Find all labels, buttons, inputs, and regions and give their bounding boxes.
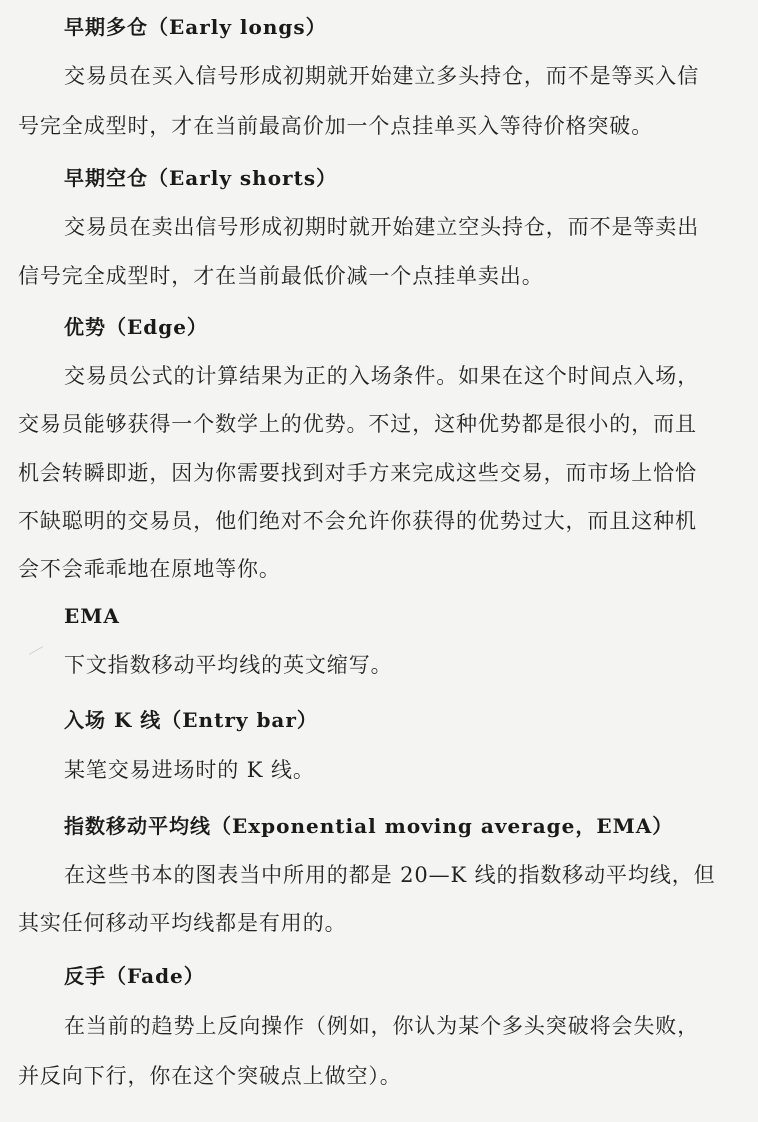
glossary-definition-line: 交易员在卖出信号形成初期时就开始建立空头持仓，而不是等卖出: [64, 215, 700, 239]
glossary-definition-line: 信号完全成型时，才在当前最低价减一个点挂单卖出。: [18, 264, 544, 288]
glossary-term-exponential-moving-average: 指数移动平均线（Exponential moving average，EMA）: [64, 814, 674, 838]
glossary-term-early-longs: 早期多仓（Early longs）: [64, 15, 327, 39]
glossary-term-fade: 反手（Fade）: [64, 964, 205, 988]
glossary-definition-line: 交易员能够获得一个数学上的优势。不过，这种优势都是很小的，而且: [18, 412, 697, 436]
glossary-term-early-shorts: 早期空仓（Early shorts）: [64, 166, 338, 190]
scan-mark: [29, 646, 43, 655]
glossary-definition-line: 不缺聪明的交易员，他们绝对不会允许你获得的优势过大，而且这种机: [18, 509, 697, 533]
glossary-definition-line: 并反向下行，你在这个突破点上做空）。: [18, 1064, 402, 1088]
glossary-term-ema: EMA: [64, 604, 120, 628]
glossary-definition-line: 机会转瞬即逝，因为你需要找到对手方来完成这些交易，而市场上恰恰: [18, 461, 697, 485]
glossary-definition-line: 在当前的趋势上反向操作（例如，你认为某个多头突破将会失败，: [64, 1014, 700, 1038]
glossary-definition-line: 交易员在买入信号形成初期就开始建立多头持仓，而不是等买入信: [64, 64, 700, 88]
glossary-term-entry-bar: 入场 K 线（Entry bar）: [64, 708, 318, 732]
glossary-definition-line: 下文指数移动平均线的英文缩写。: [64, 653, 393, 677]
glossary-definition-line: 在这些书本的图表当中所用的都是 20—K 线的指数移动平均线，但: [64, 863, 716, 887]
glossary-definition-line: 某笔交易进场时的 K 线。: [64, 758, 315, 782]
glossary-definition-line: 号完全成型时，才在当前最高价加一个点挂单买入等待价格突破。: [18, 114, 654, 138]
glossary-term-edge: 优势（Edge）: [64, 315, 208, 339]
glossary-definition-line: 其实任何移动平均线都是有用的。: [18, 911, 347, 935]
glossary-definition-line: 交易员公式的计算结果为正的入场条件。如果在这个时间点入场，: [64, 364, 700, 388]
glossary-definition-line: 会不会乖乖地在原地等你。: [18, 557, 281, 581]
